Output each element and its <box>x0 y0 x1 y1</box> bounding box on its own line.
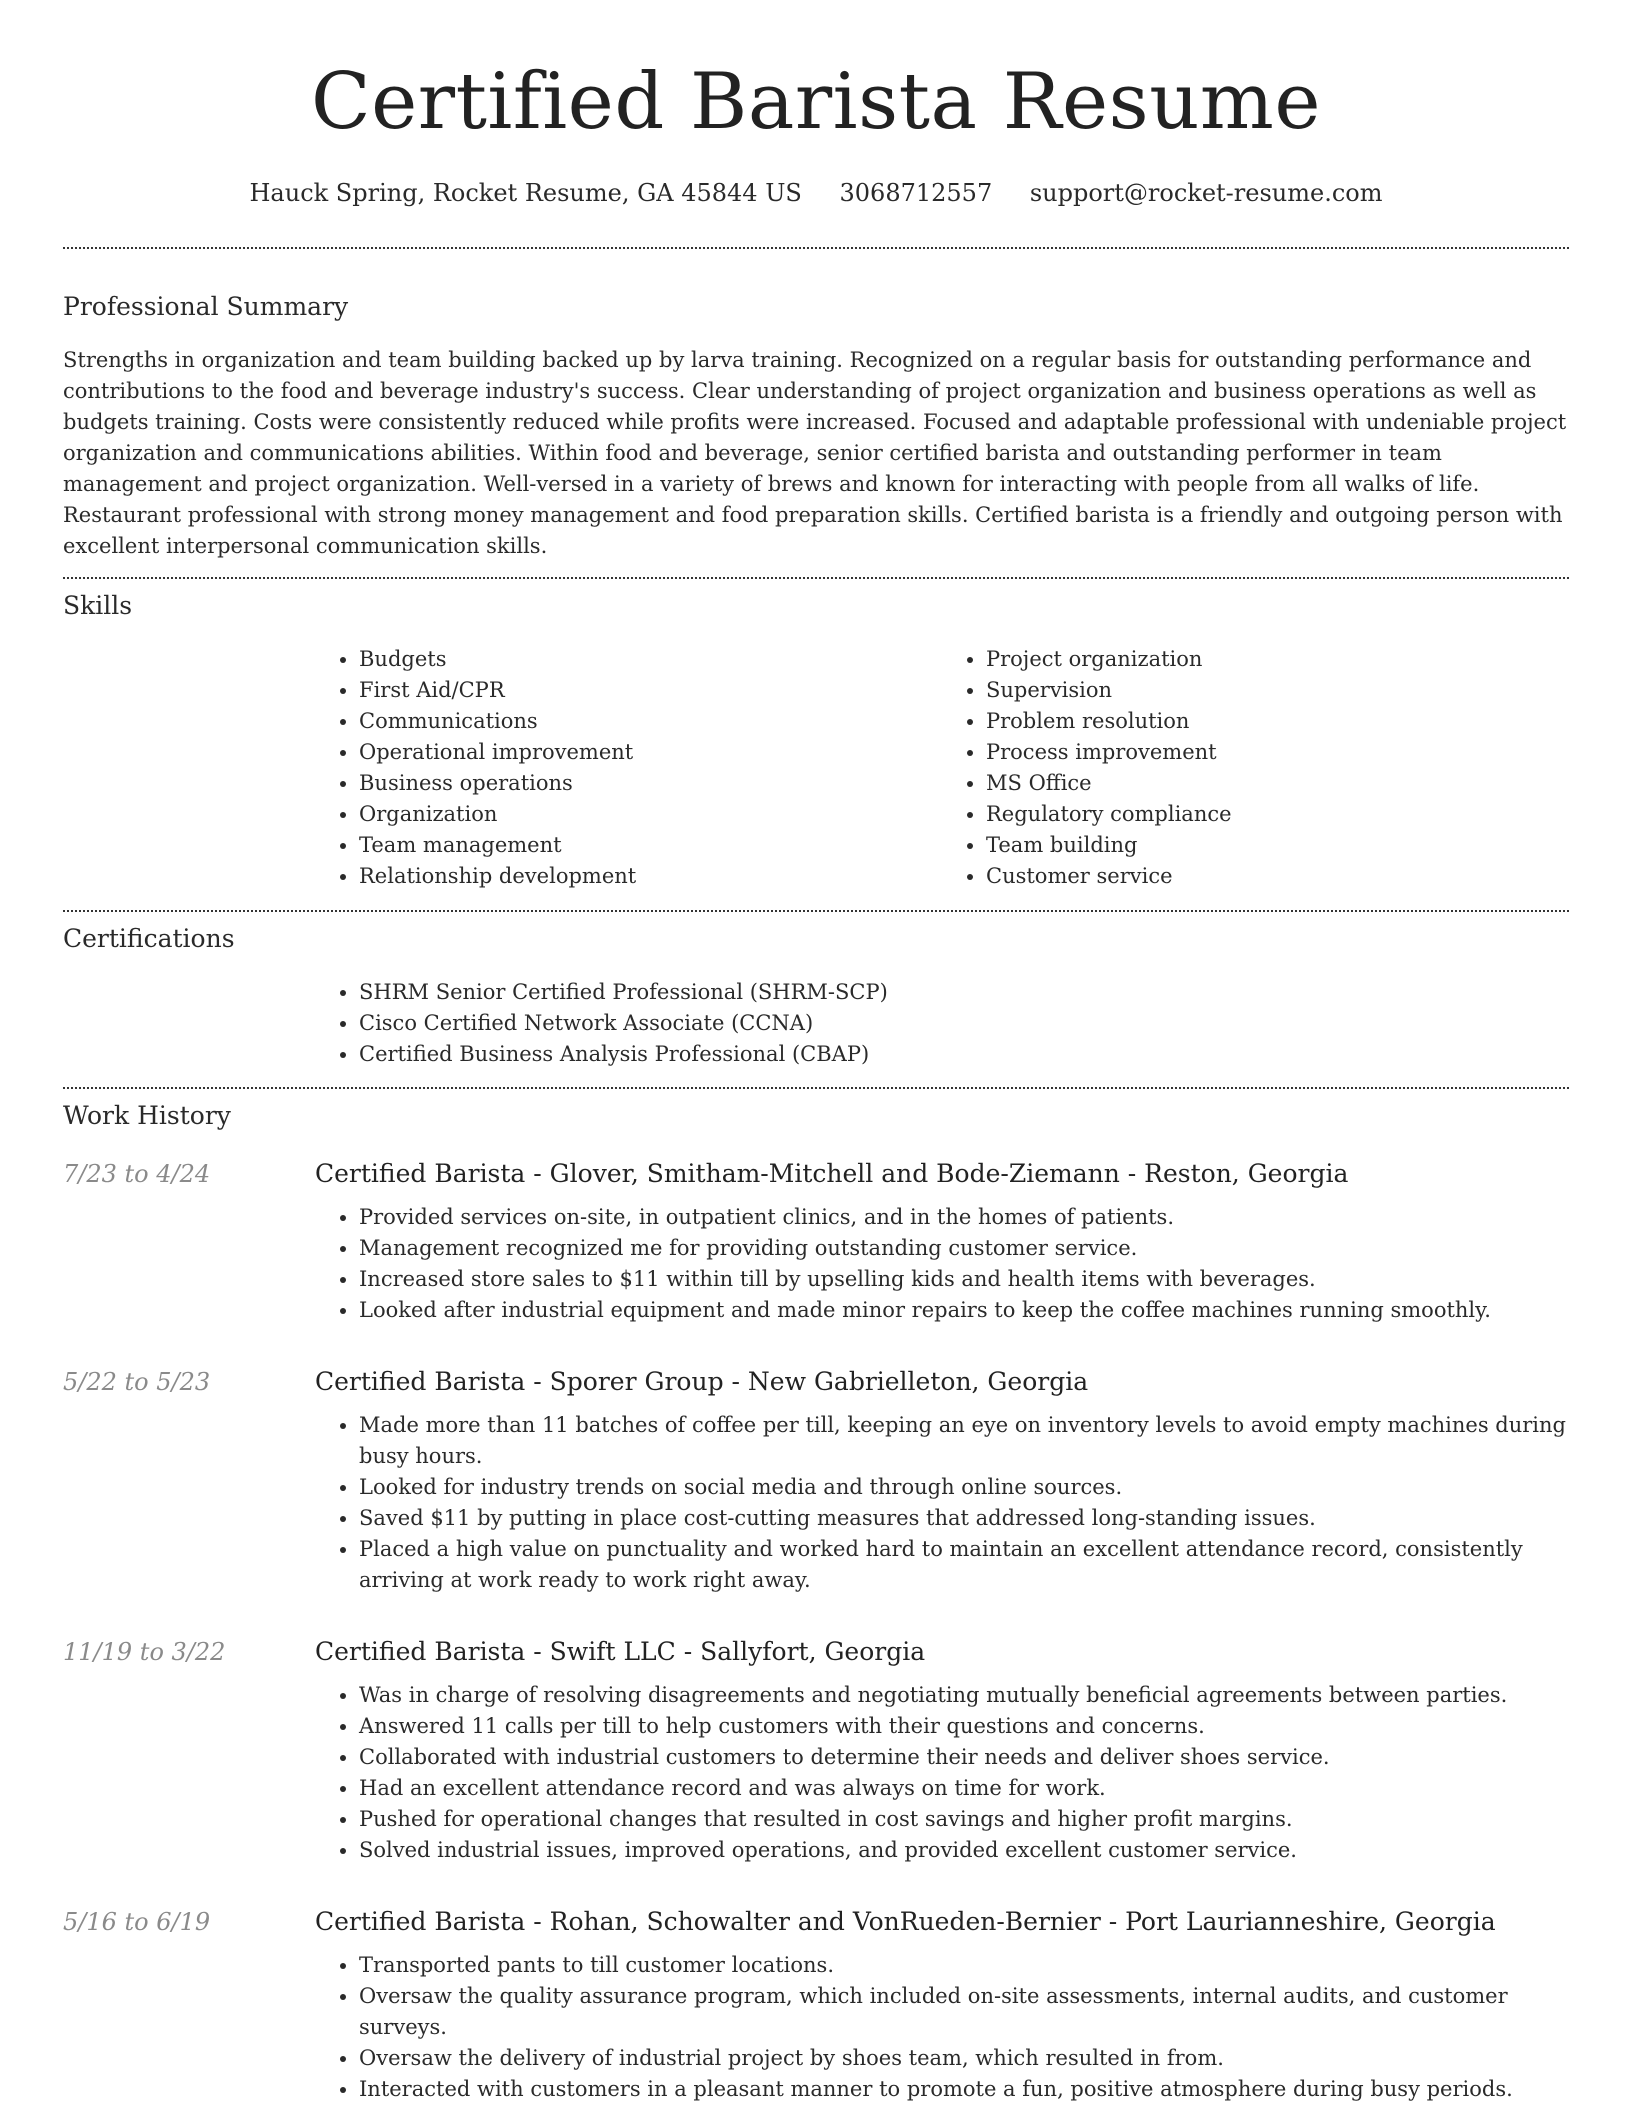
contact-phone: 3068712557 <box>839 179 993 207</box>
job-title: Certified Barista - Rohan, Schowalter and VonRueden-Bernier - Port Laurianneshire, Georgia <box>315 1907 1496 1936</box>
job-bullets <box>315 1410 1569 1596</box>
work-history-heading: Work History <box>63 1101 231 1130</box>
certification-item: • SHRM Senior Certified Professional (SHRM-SCP) <box>359 977 1569 1008</box>
job-bullet: • Placed a high value on punctuality and worked hard to maintain an excellent attendance record, consistently arriving at work ready to work right away. <box>359 1534 1569 1596</box>
job-bullet: • Made more than 11 batches of coffee per till, keeping an eye on inventory levels to avoid empty machines during busy hours. <box>359 1410 1569 1472</box>
job-title: Certified Barista - Glover, Smitham-Mitchell and Bode-Ziemann - Reston, Georgia <box>315 1159 1349 1188</box>
job-entry <box>63 1906 1569 2105</box>
resume-title: Certified Barista Resume <box>310 57 1322 147</box>
skill-item: • Budgets <box>359 644 942 675</box>
certification-item: • Certified Business Analysis Professional (CBAP) <box>359 1039 1569 1070</box>
job-entry <box>63 1158 1569 1326</box>
job-body <box>315 1906 1569 2105</box>
skill-item: • Team management <box>359 830 942 861</box>
skill-item: • Organization <box>359 799 942 830</box>
job-bullet: • Had an excellent attendance record and was always on time for work. <box>359 1773 1569 1804</box>
job-dates: 5/16 to 6/19 <box>63 1908 211 1936</box>
job-bullets <box>315 1202 1569 1326</box>
job-bullet: • Transported pants to till customer locations. <box>359 1950 1569 1981</box>
skill-item: • Problem resolution <box>986 706 1569 737</box>
skill-item: • Project organization <box>986 644 1569 675</box>
job-dates: 7/23 to 4/24 <box>63 1160 211 1188</box>
job-bullet: • Oversaw the quality assurance program, which included on-site assessments, internal audits, and customer surveys. <box>359 1981 1569 2043</box>
skills-grid <box>315 644 1569 892</box>
certification-item: • Cisco Certified Network Associate (CCNA) <box>359 1008 1569 1039</box>
skills-heading: Skills <box>63 591 133 620</box>
skills-list-left <box>315 644 942 892</box>
job-bullet: • Solved industrial issues, improved operations, and provided excellent customer service. <box>359 1835 1569 1866</box>
job-bullets <box>315 1950 1569 2105</box>
contact-email: support@rocket-resume.com <box>1029 179 1383 207</box>
job-bullet: • Looked after industrial equipment and made minor repairs to keep the coffee machines running smoothly. <box>359 1295 1569 1326</box>
job-bullet: • Looked for industry trends on social media and through online sources. <box>359 1472 1569 1503</box>
skill-item: • Team building <box>986 830 1569 861</box>
job-bullet: • Saved $11 by putting in place cost-cutting measures that addressed long-standing issues. <box>359 1503 1569 1534</box>
job-entry <box>63 1636 1569 1866</box>
job-bullet: • Was in charge of resolving disagreements and negotiating mutually beneficial agreements between parties. <box>359 1680 1569 1711</box>
job-bullet: • Oversaw the delivery of industrial project by shoes team, which resulted in from. <box>359 2043 1569 2074</box>
work-history-section <box>63 1089 1569 2105</box>
job-title: Certified Barista - Sporer Group - New Gabrielleton, Georgia <box>315 1367 1089 1396</box>
job-bullets <box>315 1680 1569 1866</box>
job-dates: 11/19 to 3/22 <box>63 1638 226 1666</box>
skill-item: • Business operations <box>359 768 942 799</box>
skill-item: • Operational improvement <box>359 737 942 768</box>
job-bullet: • Increased store sales to $11 within till by upselling kids and health items with beverages. <box>359 1264 1569 1295</box>
summary-heading: Professional Summary <box>63 292 349 321</box>
job-body <box>315 1366 1569 1596</box>
skill-item: • MS Office <box>986 768 1569 799</box>
certifications-heading: Certifications <box>63 924 235 953</box>
certifications-section <box>63 912 1569 1070</box>
summary-text: Strengths in organization and team building backed up by larva training. Recognized on a regular basis for outstanding performance and contributions to the food and beverage industry's success. Clear understanding of project organization and business operations as well as budgets training. Costs were consistently reduced while profits were increased. Focused and adaptable professional with undeniable project organization and communications abilities. Within food and beverage, senior certified barista and outstanding performer in team management and project organization. Well-versed in a variety of brews and known for interacting with people from all walks of life. Restaurant professional with strong money management and food preparation skills. Certified barista is a friendly and outgoing person with excellent interpersonal communication skills. <box>63 348 1567 558</box>
skill-item: • Customer service <box>986 861 1569 892</box>
contact-address: Hauck Spring, Rocket Resume, GA 45844 US <box>249 179 802 207</box>
job-bullet: • Management recognized me for providing outstanding customer service. <box>359 1233 1569 1264</box>
skill-item: • Regulatory compliance <box>986 799 1569 830</box>
skills-section <box>63 579 1569 892</box>
skill-item: • Communications <box>359 706 942 737</box>
skill-item: • Supervision <box>986 675 1569 706</box>
job-entry <box>63 1366 1569 1596</box>
job-bullet: • Provided services on-site, in outpatient clinics, and in the homes of patients. <box>359 1202 1569 1233</box>
skill-item: • Process improvement <box>986 737 1569 768</box>
contact-line <box>63 178 1569 208</box>
job-bullet: • Interacted with customers in a pleasant manner to promote a fun, positive atmosphere during busy periods. <box>359 2074 1569 2105</box>
job-body <box>315 1158 1569 1326</box>
job-dates: 5/22 to 5/23 <box>63 1368 211 1396</box>
job-bullet: • Answered 11 calls per till to help customers with their questions and concerns. <box>359 1711 1569 1742</box>
job-body <box>315 1636 1569 1866</box>
summary-section <box>63 249 1569 562</box>
job-bullet: • Pushed for operational changes that resulted in cost savings and higher profit margins. <box>359 1804 1569 1835</box>
certifications-list <box>315 977 1569 1070</box>
skill-item: • Relationship development <box>359 861 942 892</box>
job-bullet: • Collaborated with industrial customers to determine their needs and deliver shoes service. <box>359 1742 1569 1773</box>
skills-list-right <box>942 644 1569 892</box>
skill-item: • First Aid/CPR <box>359 675 942 706</box>
job-title: Certified Barista - Swift LLC - Sallyfort, Georgia <box>315 1637 926 1666</box>
